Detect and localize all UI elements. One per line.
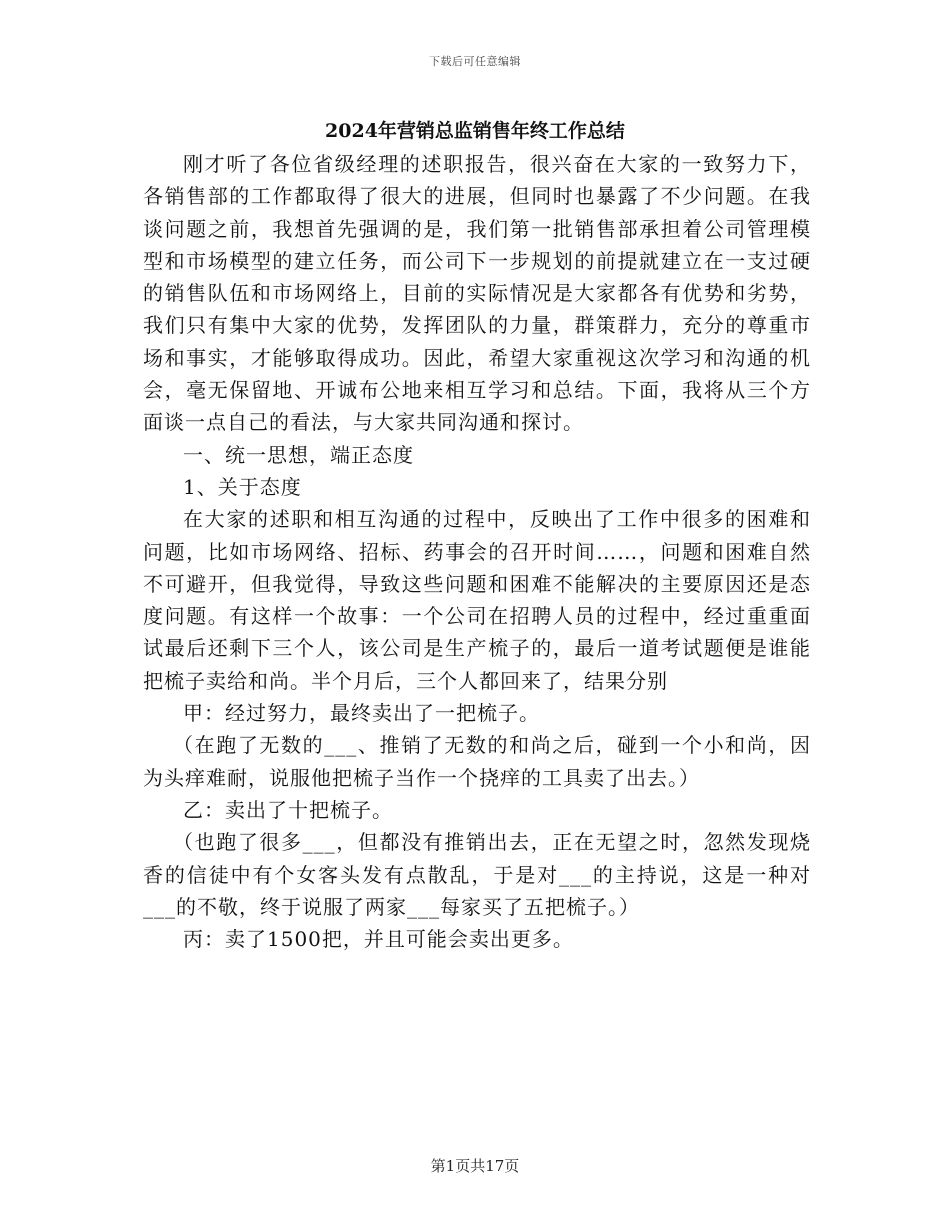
page-number: 第1页共17页 bbox=[430, 1157, 520, 1175]
section-heading-1: 一、统一思想，端正态度 bbox=[183, 442, 414, 467]
document-title: 2024年营销总监销售年终工作总结 bbox=[325, 120, 625, 142]
document-body bbox=[143, 148, 811, 955]
paragraph-candidate-b-note: （也跑了很多___，但都没有推销出去，正在无望之时，忽然发现烧香的信徒中有个女客头发有点散乱，于是对___的主持说，这是一种对___的不敬，终于说服了两家___每家买了五把梳子。） bbox=[143, 830, 811, 919]
paragraph-candidate-c: 丙：卖了1500把，并且可能会卖出更多。 bbox=[183, 927, 574, 952]
paragraph-candidate-a: 甲：经过努力，最终卖出了一把梳子。 bbox=[183, 701, 540, 726]
paragraph-candidate-b: 乙：卖出了十把梳子。 bbox=[183, 797, 393, 822]
paragraph-candidate-a-note: （在跑了无数的___、推销了无数的和尚之后，碰到一个小和尚，因为头痒难耐，说服他把梳子当作一个挠痒的工具卖了出去。） bbox=[143, 733, 811, 790]
paragraph-intro: 刚才听了各位省级经理的述职报告，很兴奋在大家的一致努力下，各销售部的工作都取得了很大的进展，但同时也暴露了不少问题。在我谈问题之前，我想首先强调的是，我们第一批销售部承担着公司管理模型和市场模型的建立任务，而公司下一步规划的前提就建立在一支过硬的销售队伍和市场网络上，目前的实际情况是大家都各有优势和劣势，我们只有集中大家的优势，发挥团队的力量，群策群力，充分的尊重市场和事实，才能够取得成功。因此，希望大家重视这次学习和沟通的机会，毫无保留地、开诚布公地来相互学习和总结。下面，我将从三个方面谈一点自己的看法，与大家共同沟通和探讨。 bbox=[143, 152, 811, 435]
header-note: 下载后可任意编辑 bbox=[429, 55, 521, 68]
subsection-heading-1: 1、关于态度 bbox=[183, 474, 302, 499]
paragraph-attitude: 在大家的述职和相互沟通的过程中，反映出了工作中很多的困难和问题，比如市场网络、招标、药事会的召开时间……，问题和困难自然不可避开，但我觉得，导致这些问题和困难不能解决的主要原因还是态度问题。有这样一个故事：一个公司在招聘人员的过程中，经过重重面试最后还剩下三个人，该公司是生产梳子的，最后一道考试题便是谁能把梳子卖给和尚。半个月后，三个人都回来了，结果分别 bbox=[143, 507, 811, 693]
